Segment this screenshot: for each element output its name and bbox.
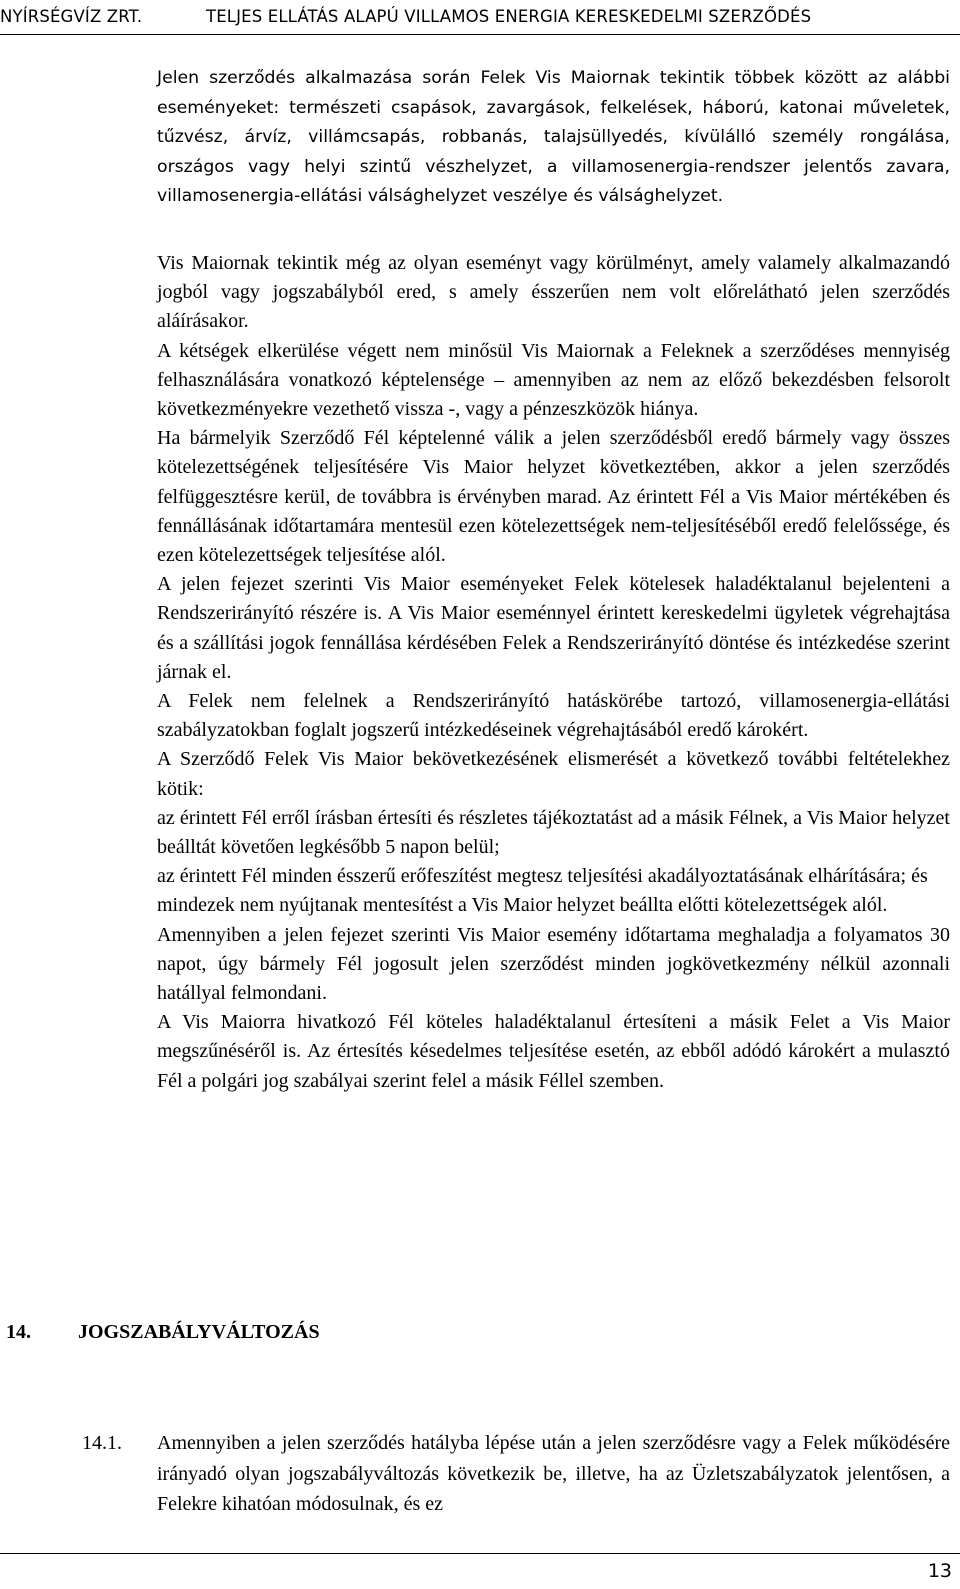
paragraph: Ha bármelyik Szerződő Fél képtelenné válik a jelen szerződésből eredő bármely vagy összes kötelezettségének teljesítésére Vis Maior helyzet következtében, akkor a jelen szerződés felfüggesztésre kerül, de továbbra is érvényben marad. Az érintett Fél a Vis Maior mértékében és fennállásának időtartamára mentesül ezen kötelezettségek nem-teljesítéséből eredő felelőssége, és ezen kötelezettségek teljesítése alól. bbox=[157, 427, 950, 567]
paragraph: A jelen fejezet szerinti Vis Maior eseményeket Felek kötelesek haladéktalanul bejelenteni a Rendszerirányító részére is. A Vis Maior eseménnyel érintett kereskedelmi ügyletek végrehajtása és a szállítási jogok fennállása kérdésében Felek a Rendszerirányító döntése és intézkedése szerint járnak el. bbox=[157, 573, 950, 683]
closing-paragraph: Amennyiben a jelen fejezet szerinti Vis Maior esemény időtartama meghaladja a folyamatos 30 napot, úgy bármely Fél jogosult jelen szerződést minden jogkövetkezmény nélkül azonnali hatállyal felmondani. bbox=[157, 923, 950, 1005]
list-marker bbox=[0, 804, 1, 833]
paragraph: A Szerződő Felek Vis Maior bekövetkezésének elismerését a következő további feltételekhez kötik: bbox=[157, 748, 950, 800]
page-number: 13 bbox=[927, 1560, 952, 1582]
subsection bbox=[82, 1428, 950, 1520]
footer-divider bbox=[0, 1553, 960, 1554]
section-number: 14. bbox=[6, 1321, 31, 1343]
list-item-text: az érintett Fél erről írásban értesíti és részletes tájékoztatást ad a másik Félnek, a Vis Maior helyzet beálltát követően legkésőbb 5 napon belül; bbox=[157, 806, 950, 859]
body-block bbox=[157, 249, 950, 1096]
list-item-text: mindezek nem nyújtanak mentesítést a Vis Maior helyzet beállta előtti kötelezettségek alól. bbox=[157, 894, 888, 917]
intro-block bbox=[157, 64, 950, 212]
list-item bbox=[157, 862, 950, 891]
paragraph: Vis Maiornak tekintik még az olyan eseményt vagy körülményt, amely valamely alkalmazandó jogból vagy jogszabályból ered, s amely ésszerűen nem volt előrelátható jelen szerződés aláírásakor. bbox=[157, 252, 950, 333]
paragraph: A Felek nem felelnek a Rendszerirányító hatáskörébe tartozó, villamosenergia-ellátási szabályzatokban foglalt jogszerű intézkedéseinek végrehajtásából eredő károkért. bbox=[157, 690, 950, 742]
paragraph: A kétségek elkerülése végett nem minősül Vis Maiornak a Feleknek a szerződéses mennyiség felhasználására vonatkozó képtelensége – amennyiben az nem az előző bekezdésben felsorolt következményekre vezethető vissza -, vagy a pénzeszközök hiánya. bbox=[157, 339, 950, 421]
closing-paragraph: A Vis Maiorra hivatkozó Fél köteles haladéktalanul értesíteni a másik Felet a Vis Maior megszűnéséről is. Az értesítés késedelmes teljesítése esetén, az ebből adódó károkért a mulasztó Fél a polgári jog szabályai szerint felel a másik Féllel szemben. bbox=[157, 1011, 950, 1092]
subsection-text: Amennyiben a jelen szerződés hatályba lépése után a jelen szerződésre vagy a Felek működésére irányadó olyan jogszabályváltozás következik be, illetve, ha az Üzletszabályzatok jelentősen, a Felekre kihatóan módosulnak, és ez bbox=[157, 1432, 950, 1515]
header-title: TELJES ELLÁTÁS ALAPÚ VILLAMOS ENERGIA KERESKEDELMI SZERZŐDÉS bbox=[206, 7, 812, 26]
list-item bbox=[157, 804, 950, 862]
header-company: NYÍRSÉGVÍZ ZRT. bbox=[0, 7, 143, 26]
subsection-number: 14.1. bbox=[82, 1432, 122, 1454]
intro-paragraph: Jelen szerződés alkalmazása során Felek Vis Maiornak tekintik többek között az alábbi eseményeket: természeti csapások, zavargások, felkelések, háború, katonai műveletek, tűzvész, árvíz, villámcsapás, robbanás, talajsüllyedés, kívülálló személy rongálása, országos vagy helyi szintű vészhelyzet, a villamosenergia-rendszer jelentős zavara, villamosenergia-ellátási válsághelyzet veszélye és válsághelyzet. bbox=[157, 68, 950, 206]
section-title: JOGSZABÁLYVÁLTOZÁS bbox=[78, 1321, 320, 1343]
list-item-text: az érintett Fél minden ésszerű erőfeszítést megtesz teljesítési akadályoztatásának elhárítására; és bbox=[157, 865, 928, 888]
page-header bbox=[0, 4, 960, 35]
list-marker bbox=[0, 891, 1, 920]
list-item bbox=[157, 891, 950, 920]
list-marker bbox=[0, 862, 1, 891]
